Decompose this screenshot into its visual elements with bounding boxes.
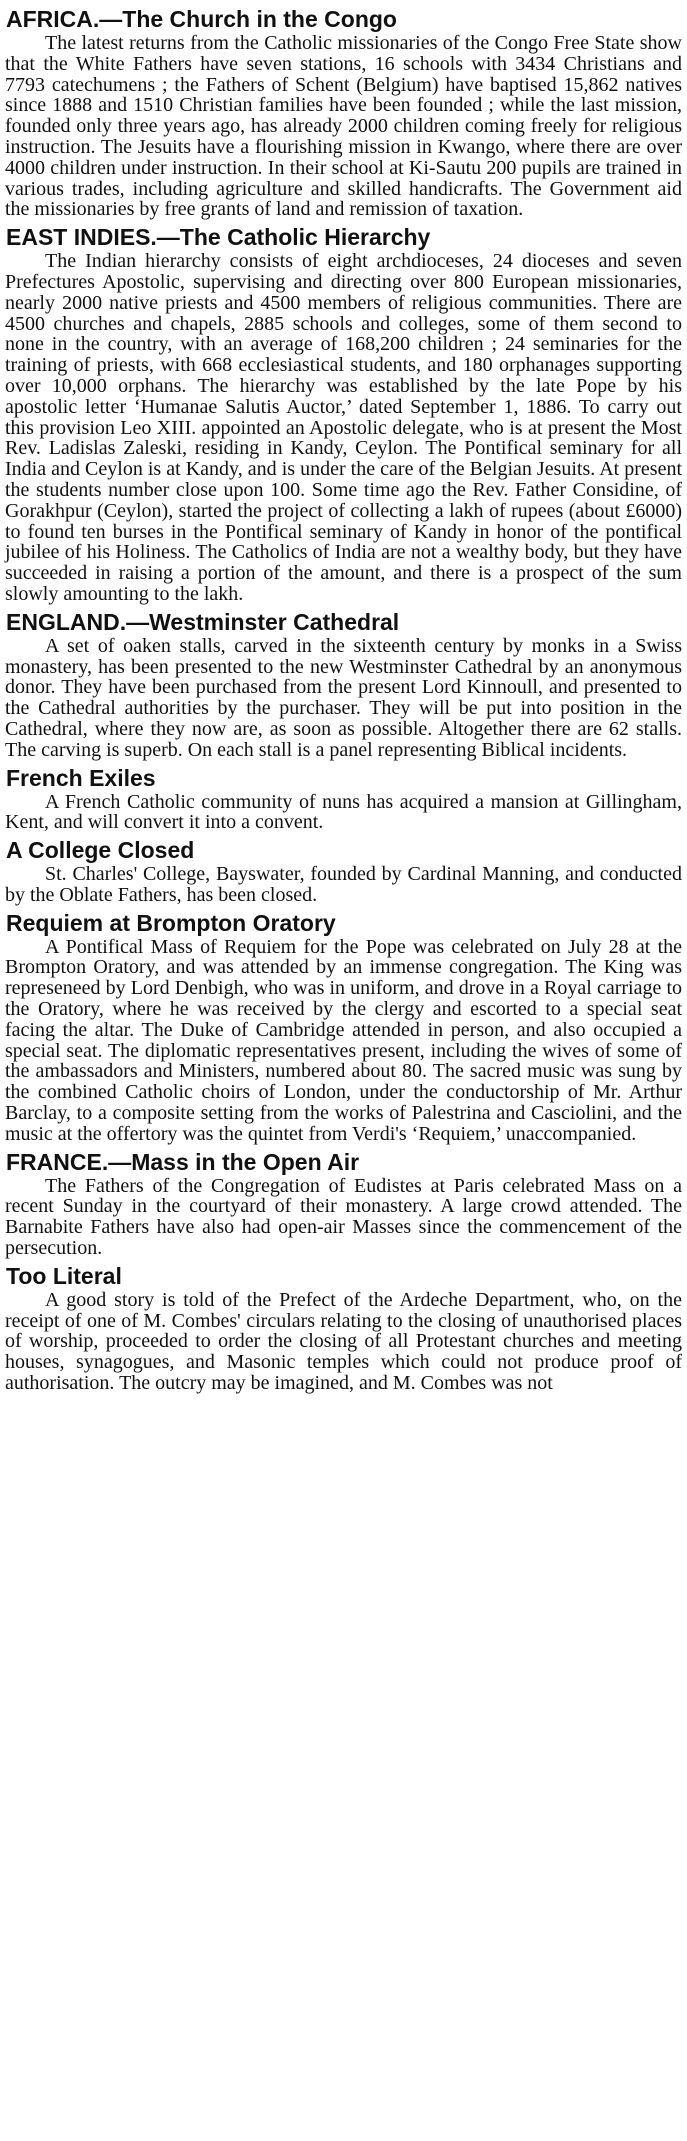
article-college-closed <box>5 837 682 906</box>
article-heading: Requiem at Brompton Oratory <box>6 909 336 936</box>
article-body: The Indian hierarchy consists of eight archdioceses, 24 dioceses and seven Prefectures Apostolic, supervising and directing over 800 European missionaries, nearly 2000 native priests and 4500 members of religious communities. There are 4500 churches and chapels, 2885 schools and colleges, some of them second to none in the country, with an average of 168,200 children ; 24 seminaries for the training of priests, with 668 ecclesiastical students, and 180 orphanages supporting over 10,000 orphans. The hierarchy was established by the late Pope by his apostolic letter ‘Humanae Salutis Auctor,’ dated September 1, 1886. To carry out this provision Leo XIII. appointed an Apostolic delegate, who is at present the Most Rev. Ladislas Zaleski, residing in Kandy, Ceylon. The Pontifical seminary for all India and Ceylon is at Kandy, and is under the care of the Belgian Jesuits. At present the students number close upon 100. Some time ago the Rev. Father Considine, of Gorakhpur (Ceylon), started the project of collecting a lakh of rupees (about £6000) to found ten burses in the Pontifical seminary of Kandy in honor of the pontifical jubilee of his Holiness. The Catholics of India are not a wealthy body, but they have succeeded in raising a portion of the amount, and there is a prospect of the sum slowly amounting to the lakh. <box>5 250 682 605</box>
article-body: The Fathers of the Congregation of Eudistes at Paris celebrated Mass on a recent Sunday in the courtyard of their monastery. A large crowd attended. The Barnabite Fathers have also had open-air Masses since the commencement of the persecution. <box>5 1174 682 1260</box>
article-heading: EAST INDIES.—The Catholic Hierarchy <box>6 224 431 251</box>
article-heading: AFRICA.—The Church in the Congo <box>6 6 397 32</box>
article-heading: FRANCE.—Mass in the Open Air <box>6 1148 360 1175</box>
article-east-indies <box>5 224 682 605</box>
article-heading: A College Closed <box>6 837 195 864</box>
article-france <box>5 1149 682 1259</box>
article-body: A French Catholic community of nuns has acquired a mansion at Gillingham, Kent, and will convert it into a convent. <box>5 790 682 834</box>
article-heading: ENGLAND.—Westminster Cathedral <box>6 608 400 635</box>
article-england <box>5 609 682 761</box>
article-body: A good story is told of the Prefect of the Ardeche Department, who, on the receipt of one of M. Combes' circulars relating to the closing of unauthorised places of worship, proceeded to order the closing of all Protestant churches and meeting houses, synagogues, and Masonic temples which could not produce proof of authorisation. The outcry may be imagined, and M. Combes was not <box>5 1288 682 1395</box>
article-heading: Too Literal <box>6 1262 122 1289</box>
article-french-exiles <box>5 765 682 834</box>
article-body: St. Charles' College, Bayswater, founded by Cardinal Manning, and conducted by the Oblate Fathers, has been closed. <box>5 863 682 906</box>
article-africa <box>5 6 682 220</box>
article-too-literal <box>5 1263 682 1394</box>
article-heading: French Exiles <box>6 764 156 791</box>
article-requiem <box>5 910 682 1145</box>
article-body: A Pontifical Mass of Requiem for the Pope was celebrated on July 28 at the Brompton Oratory, and was attended by an immense congregation. The King was represeneed by Lord Denbigh, who was in uniform, and drove in a Royal carriage to the Oratory, where he was received by the clergy and escorted to a special seat facing the altar. The Duke of Cambridge attended in person, and also occupied a special seat. The diplomatic representatives present, including the wives of some of the ambassadors and Ministers, numbered about 80. The sacred music was sung by the combined Catholic choirs of London, under the conductorship of Mr. Arthur Barclay, to a composite setting from the works of Palestrina and Casciolini, and the music at the offertory was the quintet from Verdi's ‘Requiem,’ unaccompanied. <box>5 935 682 1145</box>
article-body: A set of oaken stalls, carved in the sixteenth century by monks in a Swiss monastery, has been presented to the new Westminster Cathedral by an anonymous donor. They have been purchased from the present Lord Kinnoull, and presented to the Cathedral authorities by the purchaser. They will be put into position in the Cathedral, where they now are, as soon as possible. Altogether there are 62 stalls. The carving is superb. On each stall is a panel representing Biblical incidents. <box>5 634 682 761</box>
article-body: The latest returns from the Catholic missionaries of the Congo Free State show that the White Fathers have seven stations, 16 schools with 3434 Christians and 7793 catechumens ; the Fathers of Schent (Belgium) have baptised 15,862 natives since 1888 and 1510 Christian families have been founded ; while the last mission, founded only three years ago, has already 2000 children coming freely for religious instruction. The Jesuits have a flourishing mission in Kwango, where there are over 4000 children under instruction. In their school at Ki-Sautu 200 pupils are trained in various trades, including agriculture and skilled handicrafts. The Government aid the missionaries by free grants of land and remission of taxation. <box>5 32 682 221</box>
